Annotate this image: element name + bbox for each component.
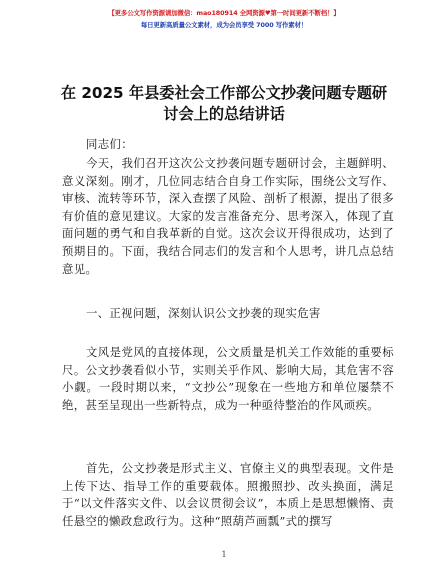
promo-banner-line2: 每日更新高质量公文素材，成为会员享受 7000 写作素材！	[140, 21, 308, 29]
greeting: 同志们：	[86, 137, 133, 151]
page-number: 1	[221, 550, 227, 559]
paragraph-1: 今天，我们召开这次公文抄袭问题专题研讨会，主题鲜明、意义深刻。刚才，几位同志结合自身工作实际，围绕公文写作、审核、流转等环节，深入查摆了风险、剖析了根源，提出了很多有价值的意见建议。大家的发言准备充分、思考深入，体现了直面问题的勇气和自我革新的自觉。这次会议开得很成功，达到了预期目的。下面，我结合同志们的发言和个人思考，讲几点总结意见。	[62, 156, 394, 276]
paragraph-2: 文风是党风的直接体现，公文质量是机关工作效能的重要标尺。公文抄袭看似小节，实则关乎作风、影响大局，其危害不容小觑。一段时期以来，“文抄公”现象在一些地方和单位屡禁不绝，甚至呈现出一些新特点，成为一种亟待整治的作风顽疾。	[62, 345, 394, 412]
document-title	[40, 83, 408, 125]
title-line2: 讨会上的总结讲话	[163, 105, 285, 123]
section-heading-1: 一、正视问题，深刻认识公文抄袭的现实危害	[85, 306, 321, 320]
paragraph-3: 首先，公文抄袭是形式主义、官僚主义的典型表现。文件是上传下达、指导工作的重要载体。照搬照抄、改头换面，满足于“以文件落实文件、以会议贯彻会议”，本质上是思想懒惰、责任悬空的懒政怠政行为。这种“照葫芦画瓢”式的撰写	[62, 461, 394, 528]
title-line1: 在 2025 年县委社会工作部公文抄袭问题专题研	[60, 84, 388, 102]
promo-banner-line1: 【更多公文写作资源请加微信：mao180914 全网资源♥第一时间更新不断档！】	[108, 9, 340, 17]
